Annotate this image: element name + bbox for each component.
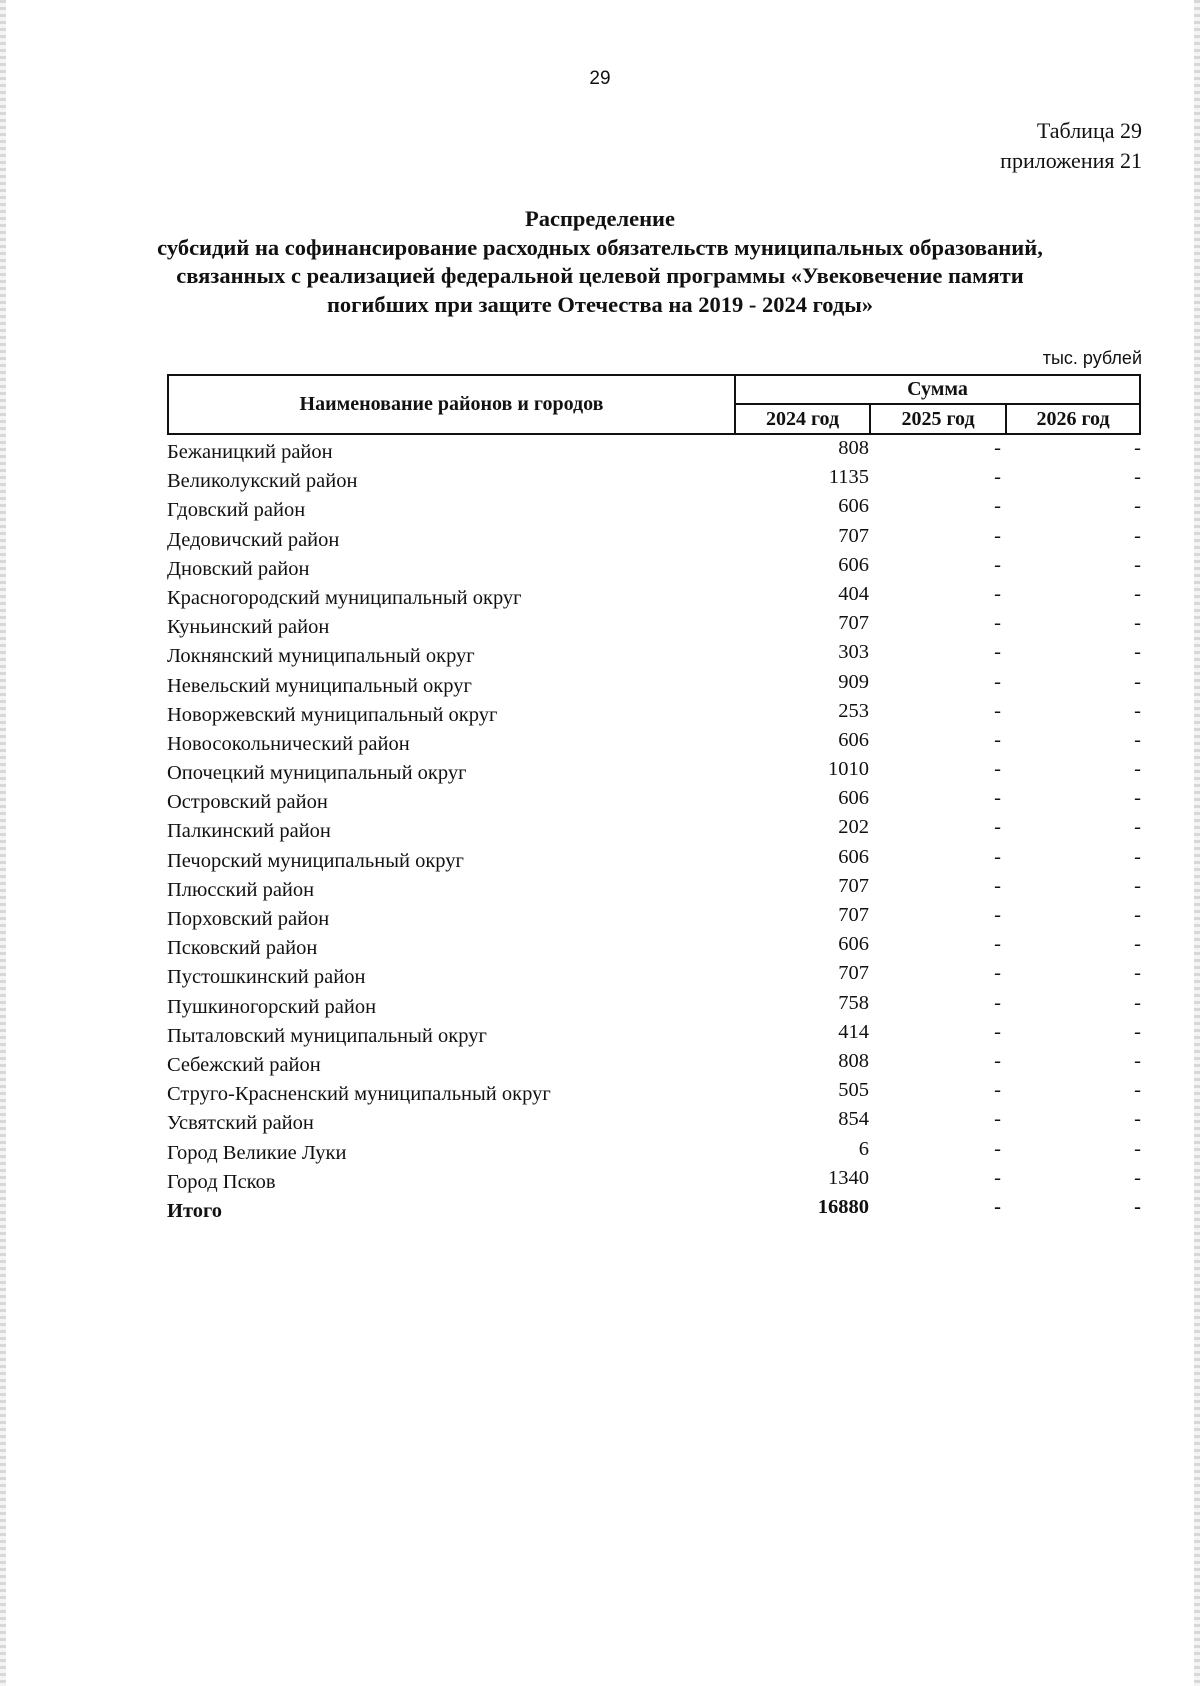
row-value-2026: - (1134, 582, 1141, 605)
header-sum: Сумма (736, 376, 1139, 405)
row-name: Опочецкий муниципальный округ (167, 762, 467, 785)
row-value-2025: - (994, 1166, 1001, 1189)
row-value-2025: - (994, 933, 1001, 956)
row-value-2024: 202 (838, 816, 869, 839)
row-value-2026: - (1134, 1108, 1141, 1131)
row-value-2025: - (994, 1049, 1001, 1072)
row-value-2025: - (994, 612, 1001, 635)
row-name: Гдовский район (167, 499, 306, 522)
row-value-2025: - (994, 816, 1001, 839)
row-value-2024: 606 (838, 933, 869, 956)
row-value-2024: 606 (838, 787, 869, 810)
table-row (167, 846, 1141, 875)
table-row (167, 992, 1141, 1021)
row-value-2025: - (994, 728, 1001, 751)
row-value-2025: - (994, 699, 1001, 722)
row-value-2024: 16880 (817, 1195, 869, 1218)
row-value-2025: - (994, 1108, 1001, 1131)
row-value-2024: 707 (838, 874, 869, 897)
table-row (167, 525, 1141, 554)
title-line-3: связанных с реализацией федеральной целевой программы «Увековечение памяти (176, 263, 1024, 288)
table-row (167, 962, 1141, 991)
row-name: Город Великие Луки (167, 1141, 347, 1164)
row-value-2026: - (1134, 670, 1141, 693)
row-value-2024: 1135 (828, 466, 869, 489)
row-value-2025: - (994, 1079, 1001, 1102)
row-value-2026: - (1134, 495, 1141, 518)
row-value-2025: - (994, 758, 1001, 781)
table-row (167, 583, 1141, 612)
row-value-2025: - (994, 466, 1001, 489)
table-row (167, 875, 1141, 904)
row-value-2025: - (994, 641, 1001, 664)
reference-appendix: приложения 21 (1000, 148, 1142, 173)
row-value-2025: - (994, 874, 1001, 897)
row-name: Порховский район (167, 908, 330, 930)
row-value-2025: - (994, 670, 1001, 693)
document-title (0, 205, 1200, 319)
row-value-2025: - (994, 1020, 1001, 1043)
row-value-2026: - (1134, 1020, 1141, 1043)
table-row (167, 700, 1141, 729)
row-name: Великолукский район (167, 470, 358, 493)
table-reference (1000, 116, 1142, 176)
row-name: Новосокольнический район (167, 732, 410, 755)
header-year-2025: 2025 год (871, 405, 1007, 433)
table-row (167, 1050, 1141, 1079)
row-name: Бежаницкий район (167, 441, 333, 463)
table-row (167, 787, 1141, 816)
row-value-2024: 6 (858, 1137, 869, 1160)
row-value-2026: - (1134, 904, 1141, 926)
title-line-4: погибших при защите Отечества на 2019 - 2024 годы» (326, 291, 874, 317)
row-value-2024: 606 (838, 728, 869, 751)
row-value-2026: - (1134, 641, 1141, 664)
row-value-2026: - (1134, 728, 1141, 751)
row-value-2026: - (1134, 524, 1141, 547)
row-value-2025: - (994, 582, 1001, 605)
row-value-2026: - (1134, 787, 1141, 810)
row-name: Дновский район (167, 557, 310, 580)
row-value-2025: - (994, 1195, 1001, 1218)
units-label: тыс. рублей (1042, 348, 1142, 368)
row-value-2025: - (994, 787, 1001, 810)
reference-table-number: Таблица 29 (1036, 118, 1142, 143)
row-value-2025: - (994, 1137, 1001, 1160)
row-name: Город Псков (167, 1170, 276, 1193)
row-value-2024: 909 (838, 670, 869, 693)
row-name: Локнянский муниципальный округ (167, 645, 475, 668)
row-name: Итого (167, 1199, 223, 1222)
row-value-2026: - (1134, 1137, 1141, 1160)
row-value-2024: 707 (838, 612, 869, 635)
row-value-2026: - (1134, 437, 1141, 459)
row-value-2024: 707 (838, 524, 869, 547)
row-value-2025: - (994, 524, 1001, 547)
row-value-2026: - (1134, 933, 1141, 956)
table-row (167, 466, 1141, 495)
table-row (167, 758, 1141, 787)
row-name: Палкинский район (167, 820, 331, 843)
row-value-2024: 606 (838, 553, 869, 576)
table-row (167, 1021, 1141, 1050)
row-value-2024: 707 (838, 962, 869, 985)
row-value-2026: - (1134, 1195, 1141, 1218)
header-year-2024: 2024 год (736, 405, 871, 433)
row-value-2025: - (994, 437, 1001, 459)
table-row (167, 933, 1141, 962)
row-value-2024: 1340 (828, 1166, 869, 1189)
table-row (167, 671, 1141, 700)
row-name: Пустошкинский район (167, 966, 366, 989)
table-row (167, 495, 1141, 524)
row-value-2025: - (994, 962, 1001, 985)
row-name: Плюсский район (167, 878, 315, 901)
row-value-2025: - (994, 991, 1001, 1014)
row-name: Невельский муниципальный округ (167, 674, 472, 697)
row-value-2026: - (1134, 699, 1141, 722)
row-value-2026: - (1134, 962, 1141, 985)
row-name: Пушкиногорский район (167, 995, 377, 1018)
row-value-2026: - (1134, 845, 1141, 868)
row-name: Красногородский муниципальный округ (167, 586, 522, 609)
table-header (167, 374, 1141, 435)
row-name: Псковский район (167, 937, 318, 960)
row-value-2024: 1010 (828, 758, 869, 781)
table-row (167, 437, 1141, 466)
row-value-2024: 253 (838, 699, 869, 722)
row-value-2026: - (1134, 553, 1141, 576)
row-name: Печорский муниципальный округ (167, 849, 464, 872)
row-value-2024: 404 (838, 582, 869, 605)
row-value-2024: 758 (838, 991, 869, 1014)
row-value-2024: 414 (838, 1020, 869, 1043)
table-row (167, 904, 1141, 933)
table-row (167, 641, 1141, 670)
table-row (167, 1079, 1141, 1108)
row-value-2024: 808 (838, 437, 869, 459)
row-value-2026: - (1134, 1166, 1141, 1189)
row-value-2024: 303 (838, 641, 869, 664)
row-value-2024: 505 (838, 1079, 869, 1102)
table-row (167, 1138, 1141, 1167)
table-row (167, 1108, 1141, 1137)
row-name: Пыталовский муниципальный округ (167, 1024, 487, 1047)
row-value-2026: - (1134, 612, 1141, 635)
header-year-2026: 2026 год (1036, 407, 1110, 430)
row-value-2025: - (994, 553, 1001, 576)
row-value-2026: - (1134, 466, 1141, 489)
table-row (167, 1167, 1141, 1196)
table-body (167, 437, 1141, 1225)
row-value-2024: 808 (838, 1049, 869, 1072)
row-value-2024: 854 (838, 1108, 869, 1131)
row-value-2026: - (1134, 991, 1141, 1014)
row-value-2024: 606 (838, 845, 869, 868)
row-value-2025: - (994, 495, 1001, 518)
row-name: Дедовичский район (167, 528, 340, 551)
row-value-2025: - (994, 845, 1001, 868)
row-value-2026: - (1134, 1049, 1141, 1072)
table-row (167, 729, 1141, 758)
table-row (167, 816, 1141, 845)
row-name: Островский район (167, 791, 328, 814)
table-row (167, 554, 1141, 583)
table-row (167, 612, 1141, 641)
row-name: Усвятский район (167, 1112, 314, 1135)
total-row (167, 1196, 1141, 1225)
title-line-1: Распределение (524, 206, 676, 231)
row-value-2025: - (994, 904, 1001, 926)
row-value-2024: 606 (838, 495, 869, 518)
row-name: Новоржевский муниципальный округ (167, 703, 498, 726)
row-value-2026: - (1134, 758, 1141, 781)
title-line-2: субсидий на софинансирование расходных обязательств муниципальных образований, (157, 234, 1043, 260)
row-name: Куньинский район (167, 616, 330, 639)
row-name: Струго-Красненский муниципальный округ (167, 1083, 551, 1106)
row-value-2026: - (1134, 874, 1141, 897)
row-value-2026: - (1134, 816, 1141, 839)
row-value-2026: - (1134, 1079, 1141, 1102)
page-number: 29 (589, 68, 611, 89)
row-name: Себежский район (167, 1053, 321, 1076)
header-name: Наименование районов и городов (169, 376, 736, 433)
row-value-2024: 707 (838, 904, 869, 926)
